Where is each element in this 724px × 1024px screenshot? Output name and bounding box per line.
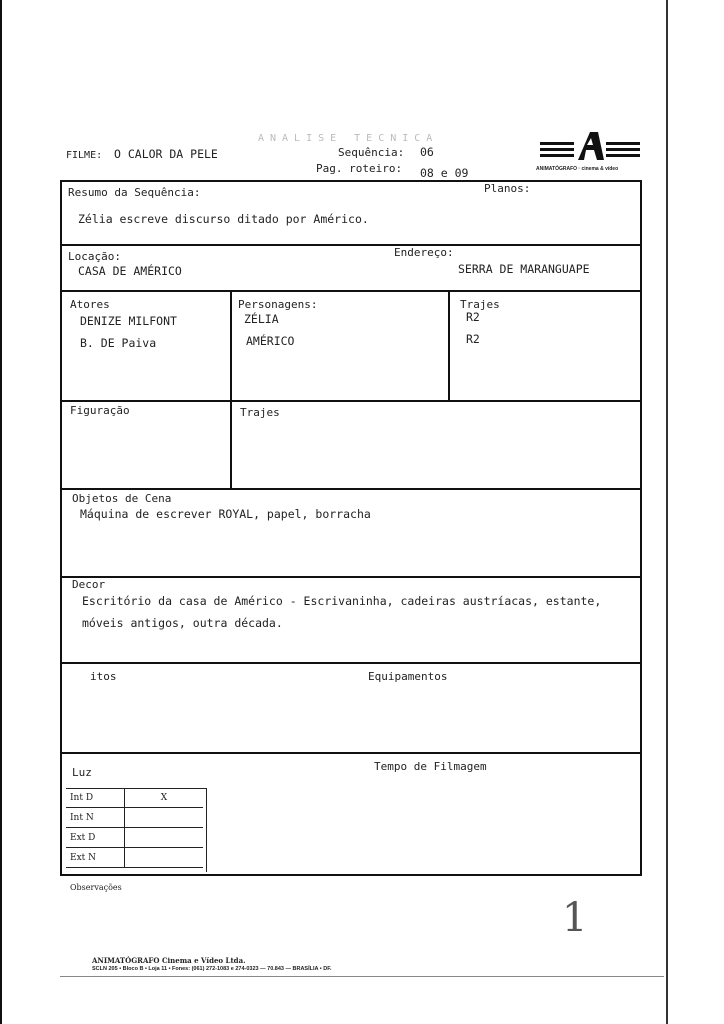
objetos-text: Máquina de escrever ROYAL, papel, borracha xyxy=(80,507,371,521)
figuracao-label: Figuração xyxy=(70,404,130,417)
figuracao-trajes-label: Trajes xyxy=(240,406,280,419)
luz-label: Luz xyxy=(72,766,92,779)
handwritten-page-number: 1 xyxy=(562,895,588,941)
traje-value: R2 xyxy=(466,332,480,346)
page-edge-left xyxy=(0,0,2,1024)
company-address: SCLN 205 • Bloco B • Loja 11 • Fones: (061) 272-1083 e 274-0323 — 70.843 — BRASÍLIA • DF. xyxy=(92,966,332,972)
tempo-filmagem-label: Tempo de Filmagem xyxy=(374,760,487,773)
decor-line-1: Escritório da casa de Américo - Escrivaninha, cadeiras austríacas, estante, xyxy=(82,594,602,608)
resumo-text: Zélia escreve discurso ditado por Américo. xyxy=(78,212,369,226)
table-row xyxy=(66,788,203,808)
luz-row-name: Int D xyxy=(66,788,125,808)
column-divider xyxy=(230,402,232,490)
luz-row-mark xyxy=(125,808,204,828)
company-name: ANIMATÓGRAFO Cinema e Vídeo Ltda. xyxy=(92,956,246,965)
divider xyxy=(62,290,640,292)
ator-name: DENIZE MILFONT xyxy=(80,314,177,328)
page-edge-right xyxy=(666,0,668,1024)
equipamentos-label: Equipamentos xyxy=(368,670,448,683)
film-title: O CALOR DA PELE xyxy=(114,147,218,161)
endereco-label: Endereço: xyxy=(394,246,454,259)
locacao-label: Locação: xyxy=(68,250,121,263)
locacao-value: CASA DE AMÉRICO xyxy=(78,264,182,278)
endereco-value: SERRA DE MARANGUAPE xyxy=(458,262,590,276)
luz-row-name: Ext D xyxy=(66,828,125,848)
efeitos-label: itos xyxy=(90,670,117,683)
luz-row-name: Int N xyxy=(66,808,125,828)
observacoes-label: Observações xyxy=(70,883,122,892)
ator-name: B. DE Paiva xyxy=(80,336,157,350)
luz-row-mark xyxy=(125,848,204,868)
divider xyxy=(62,400,640,402)
pag-roteiro-value: 08 e 09 xyxy=(420,166,469,180)
column-divider xyxy=(230,292,232,400)
divider xyxy=(62,244,640,246)
column-divider xyxy=(448,292,450,400)
luz-row-mark: X xyxy=(125,788,204,808)
footer-divider xyxy=(60,976,664,977)
divider xyxy=(62,752,640,754)
sequencia-label: Sequência: xyxy=(338,146,405,159)
objetos-label: Objetos de Cena xyxy=(72,492,172,505)
decor-label: Decor xyxy=(72,578,106,591)
table-row xyxy=(66,808,203,828)
sequencia-value: 06 xyxy=(420,145,434,159)
film-label: FILME: xyxy=(66,150,103,161)
personagens-label: Personagens: xyxy=(238,298,318,311)
divider xyxy=(62,662,640,664)
luz-row-name: Ext N xyxy=(66,848,125,868)
divider xyxy=(62,576,640,578)
personagem-name: AMÉRICO xyxy=(246,334,295,348)
atores-label: Atores xyxy=(70,298,110,311)
divider xyxy=(62,488,640,490)
luz-table xyxy=(66,788,203,868)
table-row xyxy=(66,848,203,868)
table-row xyxy=(66,828,203,848)
traje-value: R2 xyxy=(466,310,480,324)
planos-label: Planos: xyxy=(484,182,531,195)
luz-table-right xyxy=(206,788,207,872)
technical-sheet-form xyxy=(60,180,642,876)
resumo-label: Resumo da Sequência: xyxy=(68,186,201,199)
luz-row-mark xyxy=(125,828,204,848)
logo-caption: ANIMATÓGRAFO · cinema & vídeo xyxy=(536,166,619,172)
faint-heading: ANALISE TECNICA xyxy=(258,133,439,144)
pag-roteiro-label: Pag. roteiro: xyxy=(316,162,403,175)
personagem-name: ZÉLIA xyxy=(244,312,279,326)
trajes-label: Trajes xyxy=(460,298,500,311)
decor-line-2: móveis antigos, outra década. xyxy=(82,616,283,630)
